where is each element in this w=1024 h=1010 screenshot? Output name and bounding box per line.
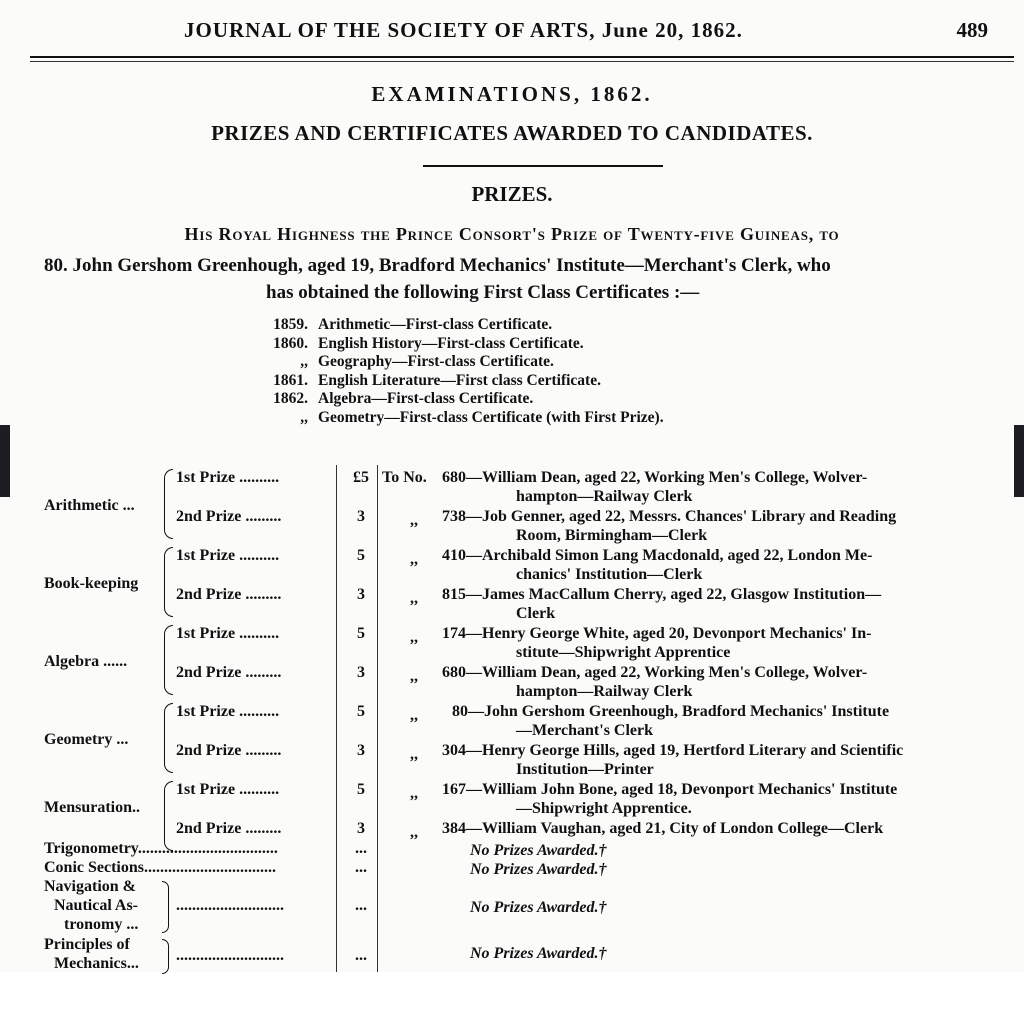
running-header: [180, 14, 1010, 46]
column-rule: [377, 465, 378, 972]
subject-conic-sections: Conic Sections.................................: [44, 859, 276, 876]
prize-label: 2nd Prize .........: [176, 820, 282, 837]
certificate-text: English Literature—First class Certificate.: [318, 371, 601, 389]
subject-trigonometry: Trigonometry...................................: [44, 840, 278, 857]
recipient: 80—John Gershom Greenhough, Bradford Mechanics' Institute: [452, 703, 890, 720]
certificate-year: ,,: [300, 408, 308, 426]
scan-edge-left: [0, 425, 10, 497]
recipient-continued: Clerk: [516, 605, 556, 622]
recipient-continued: —Shipwright Apprentice.: [516, 800, 692, 817]
recipient: 384—William Vaughan, aged 21, City of London College—Clerk: [442, 820, 884, 837]
brace: [164, 547, 173, 617]
recipient: 680—William Dean, aged 22, Working Men's College, Wolver-: [442, 469, 868, 486]
certificate-item: [250, 316, 664, 335]
certificate-year: 1860.: [273, 334, 308, 352]
recipient: 174—Henry George White, aged 20, Devonport Mechanics' In-: [442, 625, 872, 642]
certificate-year: 1861.: [273, 371, 308, 389]
leader-dots: ...........................: [176, 947, 284, 964]
ditto-mark: ,,: [410, 629, 418, 646]
certificate-item: [250, 390, 664, 409]
prizes-heading: PRIZES.: [471, 182, 553, 206]
certificate-year: 1862.: [273, 390, 308, 407]
recipient: 680—William Dean, aged 22, Working Men's College, Wolver-: [442, 664, 868, 681]
exam-heading: EXAMINATIONS, 1862.: [371, 82, 653, 106]
header-rule-thin: [30, 61, 1014, 62]
prize-amount: 5: [357, 547, 365, 564]
leader-dots: ...........................: [176, 897, 284, 914]
recipient-continued: —Merchant's Clerk: [516, 722, 654, 739]
recipient-continued: hampton—Railway Clerk: [516, 683, 693, 700]
prize-amount: 3: [357, 664, 365, 681]
recipient-continued: hampton—Railway Clerk: [516, 488, 693, 505]
prize-amount: 3: [357, 508, 365, 525]
subject-algebra: Algebra ......: [44, 653, 128, 670]
prize-amount: 3: [357, 742, 365, 759]
ditto-mark: ,,: [410, 785, 418, 802]
subject-arithmetic: Arithmetic ...: [44, 497, 135, 514]
prize-label: 2nd Prize .........: [176, 586, 282, 603]
certificate-item: [250, 372, 664, 391]
prize-label: 1st Prize ..........: [176, 703, 280, 720]
certificate-text: Geometry—First-class Certificate (with First Prize).: [318, 408, 664, 426]
winner-line-continued: has obtained the following First Class Certificates :—: [266, 282, 700, 303]
subject-navigation-line: Nautical As-: [54, 897, 138, 914]
prize-label: 1st Prize ..........: [176, 781, 280, 798]
subject-geometry: Geometry ...: [44, 731, 129, 748]
brace: [162, 881, 169, 933]
no-prizes-note: No Prizes Awarded.†: [470, 861, 607, 878]
prize-label: 2nd Prize .........: [176, 664, 282, 681]
prize-table: [30, 465, 1020, 972]
prize-amount: £5: [353, 469, 369, 486]
subject-mensuration: Mensuration..: [44, 799, 140, 816]
ditto-mark: ,,: [410, 824, 418, 841]
page-number: 489: [956, 18, 988, 42]
ditto-mark: ,,: [410, 707, 418, 724]
subject-navigation-line: Navigation &: [44, 878, 136, 895]
subject-mechanics-line: Mechanics...: [54, 955, 139, 972]
certificate-text: Geography—First-class Certificate.: [318, 353, 554, 370]
prize-amount: 3: [357, 586, 365, 603]
recipient: 738—Job Genner, aged 22, Messrs. Chances' Library and Reading: [442, 508, 897, 525]
prize-label: 2nd Prize .........: [176, 508, 282, 525]
prize-amount: ...: [355, 897, 367, 914]
certificate-year: 1859.: [273, 316, 308, 333]
ditto-mark: ,,: [410, 746, 418, 763]
ditto-mark: ,,: [410, 551, 418, 568]
prize-amount: 3: [357, 820, 365, 837]
recipient-continued: Room, Birmingham—Clerk: [516, 527, 708, 544]
ditto-mark: ,,: [410, 668, 418, 685]
certificate-text: English History—First-class Certificate.: [318, 334, 584, 352]
prize-label: 1st Prize ..........: [176, 625, 280, 642]
certificate-list: [250, 316, 664, 427]
prize-amount: 5: [357, 703, 365, 720]
header-rule: [30, 56, 1014, 58]
certificate-year: ,,: [300, 353, 308, 370]
subject-navigation-line: tronomy ...: [64, 916, 139, 933]
prize-amount: ...: [355, 947, 367, 964]
recipient: 304—Henry George Hills, aged 19, Hertford Literary and Scientific: [442, 742, 904, 759]
prize-amount: ...: [355, 859, 367, 876]
royal-prize-line: His Royal Highness the Prince Consort's Prize of Twenty-five Guineas, to: [184, 224, 840, 244]
subject-mechanics-line: Principles of: [44, 936, 130, 953]
prize-label: 1st Prize ..........: [176, 547, 280, 564]
brace: [164, 703, 173, 773]
certificate-text: Algebra—First-class Certificate.: [318, 390, 534, 407]
prize-amount: 5: [357, 781, 365, 798]
certificate-item: [250, 353, 664, 372]
recipient-continued: stitute—Shipwright Apprentice: [516, 644, 731, 661]
section-divider: [423, 165, 663, 167]
winner-line: 80. John Gershom Greenhough, aged 19, Bradford Mechanics' Institute—Merchant's Clerk, who: [44, 255, 831, 276]
recipient: 167—William John Bone, aged 18, Devonport Mechanics' Institute: [442, 781, 898, 798]
recipient: 815—James MacCallum Cherry, aged 22, Glasgow Institution—: [442, 586, 882, 603]
page-title: PRIZES AND CERTIFICATES AWARDED TO CANDIDATES.: [211, 121, 813, 145]
ditto-mark: ,,: [410, 590, 418, 607]
prize-label: 1st Prize ..........: [176, 469, 280, 486]
subject-book-keeping: Book-keeping: [44, 575, 139, 592]
certificate-item: [250, 335, 664, 354]
recipient-continued: chanics' Institution—Clerk: [516, 566, 703, 583]
certificate-item: [250, 409, 664, 428]
journal-title: JOURNAL OF THE SOCIETY OF ARTS, June 20, 1862.: [184, 18, 743, 42]
prize-amount: ...: [355, 840, 367, 857]
column-rule: [336, 465, 337, 972]
no-prizes-note: No Prizes Awarded.†: [470, 842, 607, 859]
certificate-text: Arithmetic—First-class Certificate.: [318, 316, 553, 333]
brace: [164, 469, 173, 539]
recipient: 410—Archibald Simon Lang Macdonald, aged 22, London Me-: [442, 547, 873, 564]
brace: [164, 625, 173, 695]
prize-amount: 5: [357, 625, 365, 642]
no-prizes-note: No Prizes Awarded.†: [470, 899, 607, 916]
brace: [162, 939, 169, 974]
recipient-prefix: To No.: [382, 469, 427, 486]
ditto-mark: ,,: [410, 512, 418, 529]
no-prizes-note: No Prizes Awarded.†: [470, 945, 607, 962]
prize-label: 2nd Prize .........: [176, 742, 282, 759]
recipient-continued: Institution—Printer: [516, 761, 654, 778]
